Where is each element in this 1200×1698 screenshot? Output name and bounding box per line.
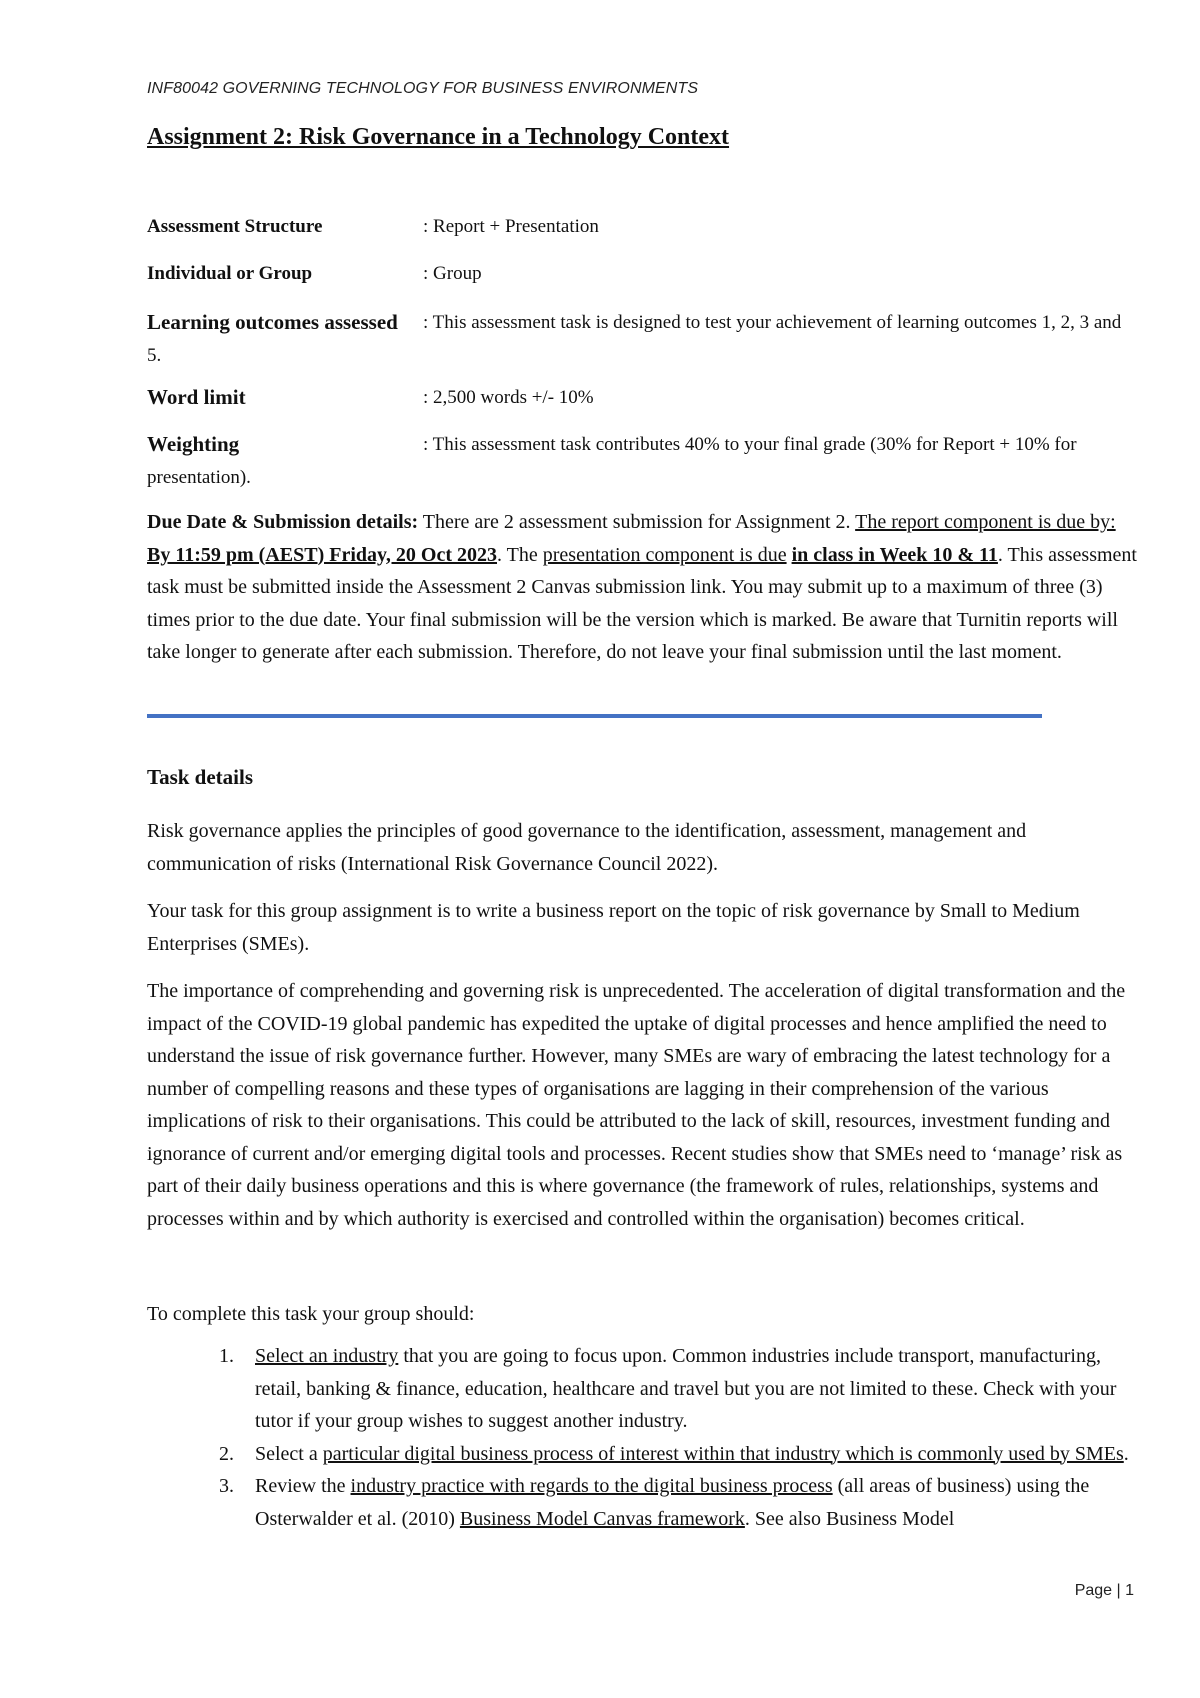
meta-row-outcomes bbox=[147, 306, 1137, 372]
presentation-due-date: in class in Week 10 & 11 bbox=[791, 543, 998, 566]
meta-value: : Group bbox=[423, 263, 482, 284]
task-paragraph-3: The importance of comprehending and governing risk is unprecedented. The acceleration of digital transformation and the impact of the COVID-19 global pandemic has expedited the uptake of digital processes and hence amplified the need to understand the issue of risk governance further. However, many SMEs are wary of embracing the latest technology for a number of compelling reasons and these types of organisations are lagging in their comprehension of the various implications of risk to their organisations. This could be attributed to the lack of skill, resources, investment funding and ignorance of current and/or emerging digital tools and processes. Recent studies show that SMEs need to ‘manage’ risk as part of their daily business operations and this is where governance (the framework of rules, relationships, systems and processes within and by which authority is exercised and controlled within the organisation) becomes critical. bbox=[147, 980, 1126, 1230]
meta-row-weighting bbox=[147, 428, 1137, 494]
meta-label: Weighting bbox=[147, 432, 240, 456]
meta-label: Learning outcomes assessed bbox=[147, 310, 398, 334]
meta-row-group bbox=[147, 257, 1137, 290]
due-intro: There are 2 assessment submission for Assignment 2. bbox=[418, 511, 856, 533]
report-component: The report component is due by: bbox=[855, 511, 1116, 533]
task-paragraph-1: Risk governance applies the principles of good governance to the identification, assessment, management and communication of risks (International Risk Governance Council 2022). bbox=[147, 820, 1027, 875]
meta-row-structure bbox=[147, 210, 1137, 243]
list-number: 1. bbox=[219, 1345, 234, 1367]
task-details-heading: Task details bbox=[147, 765, 254, 789]
list-item: 1. Select an industry that you are going to focus upon. Common industries include transport, manufacturing, retail, banking & finance, education, healthcare and travel but you are not limited to these. Check with your tutor if your group wishes to suggest another industry. bbox=[147, 1340, 1142, 1438]
due-date-label: Due Date & Submission details: bbox=[147, 511, 419, 533]
report-due-date: By 11:59 pm (AEST) Friday, 20 Oct 2023 bbox=[147, 543, 498, 566]
due-rest: . This assessment task must be submitted inside the Assessment 2 Canvas submission link. You may submit up to a maximum of three (3) times prior to the due date. Your final submission will be the version which is marked. Be aware that Turnitin reports will take longer to generate after each submission. Therefore, do not leave your final submission until the last moment. bbox=[147, 543, 1137, 663]
task-paragraph-2: Your task for this group assignment is to write a business report on the topic of risk governance by Small to Medium Enterprises (SMEs). bbox=[147, 900, 1080, 955]
task-steps-list bbox=[147, 1340, 1142, 1535]
list-number: 2. bbox=[219, 1442, 234, 1465]
meta-value: : This assessment task contributes 40% to your final grade (30% for Report + 10% for presentation). bbox=[147, 434, 1077, 488]
section-divider bbox=[147, 714, 1042, 718]
page-number: Page | 1 bbox=[1074, 1582, 1134, 1599]
meta-label: Assessment Structure bbox=[147, 216, 323, 237]
meta-label: Individual or Group bbox=[147, 263, 313, 284]
meta-label: Word limit bbox=[147, 385, 246, 409]
list-item: 2. Select a particular digital business process of interest within that industry which is commonly used by SMEs. bbox=[147, 1438, 1142, 1471]
meta-value: : Report + Presentation bbox=[423, 216, 599, 237]
list-number: 3. bbox=[219, 1475, 234, 1497]
list-item: 3. Review the industry practice with regards to the digital business process (all areas of business) using the Osterwalder et al. (2010) Business Model Canvas framework. See also Business Model bbox=[147, 1470, 1142, 1535]
task-intro: To complete this task your group should: bbox=[147, 1303, 475, 1325]
meta-value: : 2,500 words +/- 10% bbox=[423, 387, 594, 408]
meta-value: : This assessment task is designed to test your achievement of learning outcomes 1, 2, 3 and 5. bbox=[147, 312, 1122, 366]
running-header: INF80042 GOVERNING TECHNOLOGY FOR BUSINESS ENVIRONMENTS bbox=[147, 80, 699, 97]
meta-row-word-limit bbox=[147, 381, 1137, 414]
presentation-component: presentation component is due bbox=[542, 543, 787, 566]
document-title: Assignment 2: Risk Governance in a Technology Context bbox=[147, 124, 730, 150]
due-date-paragraph: Due Date & Submission details: There are 2 assessment submission for Assignment 2. The report component is due by: By 11:59 pm (AEST) Friday, 20 Oct 2023. The presentation component is due in class in Week 10 & 11. This assessment task must be submitted inside the Assessment 2 Canvas submission link. You may submit up to a maximum of three (3) times prior to the due date. Your final submission will be the version which is marked. Be aware that Turnitin reports will take longer to generate after each submission. Therefore, do not leave your final submission until the last moment. bbox=[147, 511, 1137, 663]
